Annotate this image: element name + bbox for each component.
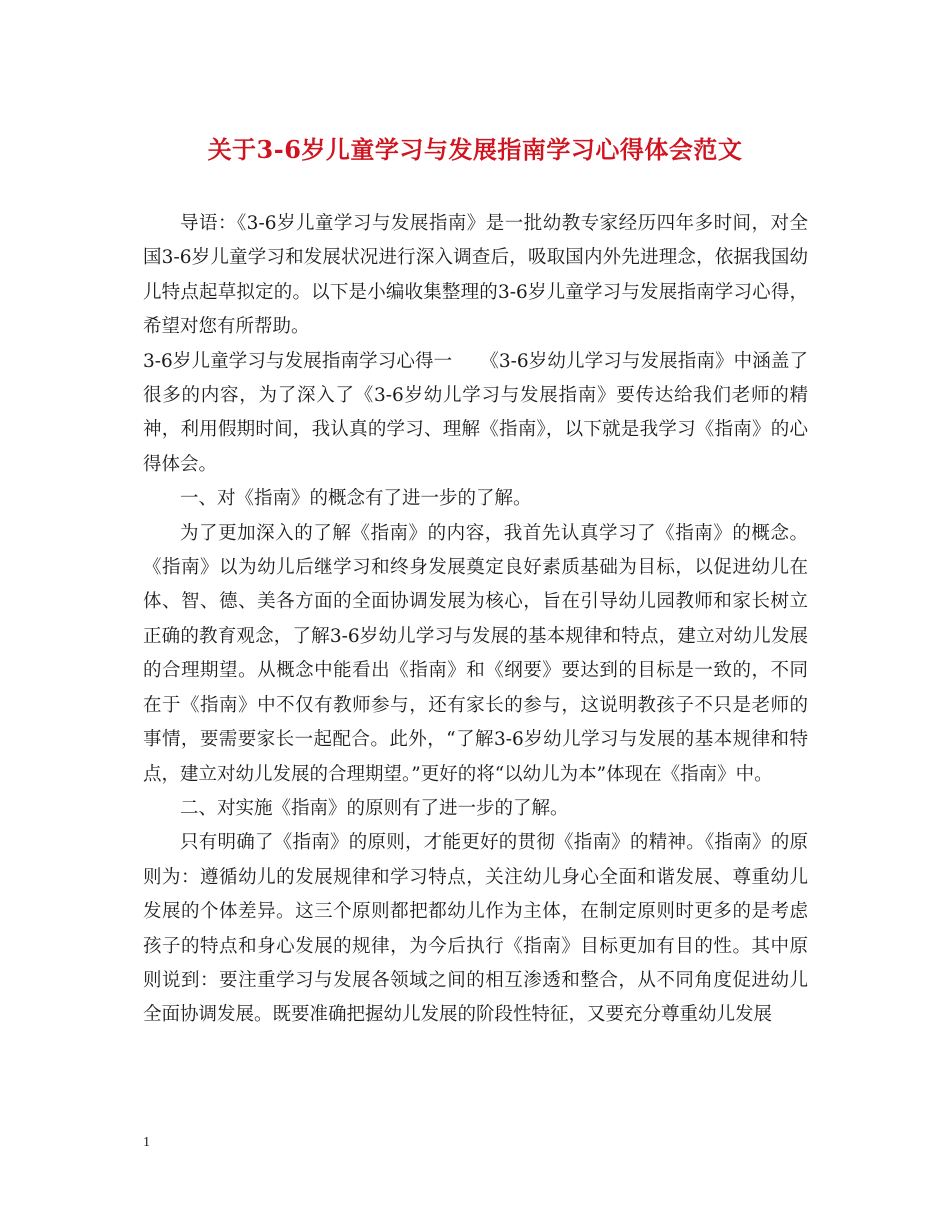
intro-paragraph: 导语：《3-6岁儿童学习与发展指南》是一批幼教专家经历四年多时间，对全国3-6岁儿童学习和发展状况进行深入调查后，吸取国内外先进理念，依据我国幼儿特点起草拟定的。以下是小编收集整理的3-6岁儿童学习与发展指南学习心得，希望对您有所帮助。 xyxy=(143,213,808,338)
page-number: 1 xyxy=(143,1135,150,1150)
section-one-paragraph: 3-6岁儿童学习与发展指南学习心得一 《3-6岁幼儿学习与发展指南》中涵盖了很多的内容，为了深入了《3-6岁幼儿学习与发展指南》要传达给我们老师的精神，利用假期时间，我认真的学习、理解《指南》，以下就是我学习《指南》的心得体会。 xyxy=(143,350,808,475)
heading-principles: 二、对实施《指南》的原则有了进一步的了解。 xyxy=(180,797,569,819)
heading-concept: 一、对《指南》的概念有了进一步的了解。 xyxy=(180,488,532,510)
principles-paragraph: 只有明确了《指南》的原则，才能更好的贯彻《指南》的精神。《指南》的原则为：遵循幼儿的发展规律和学习特点，关注幼儿身心全面和谐发展、尊重幼儿发展的个体差异。这三个原则都把都幼儿作为主体，在制定原则时更多的是考虑孩子的特点和身心发展的规律，为今后执行《指南》目标更加有目的性。其中原则说到：要注重学习与发展各领域之间的相互渗透和整合，从不同角度促进幼儿全面协调发展。既要准确把握幼儿发展的阶段性特征，又要充分尊重幼儿发展 xyxy=(143,832,808,1026)
document-body xyxy=(143,207,808,1033)
concept-paragraph: 为了更加深入的了解《指南》的内容，我首先认真学习了《指南》的概念。《指南》以为幼儿后继学习和终身发展奠定良好素质基础为目标，以促进幼儿在体、智、德、美各方面的全面协调发展为核心，旨在引导幼儿园教师和家长树立正确的教育观念，了解3-6岁幼儿学习与发展的基本规律和特点，建立对幼儿发展的合理期望。从概念中能看出《指南》和《纲要》要达到的目标是一致的，不同在于《指南》中不仅有教师参与，还有家长的参与，这说明教孩子不只是老师的事情，要需要家长一起配合。此外，“了解3-6岁幼儿学习与发展的基本规律和特点，建立对幼儿发展的合理期望。”更好的将“以幼儿为本”体现在《指南》中。 xyxy=(143,522,808,785)
document-title: 关于3-6岁儿童学习与发展指南学习心得体会范文 xyxy=(207,135,743,164)
